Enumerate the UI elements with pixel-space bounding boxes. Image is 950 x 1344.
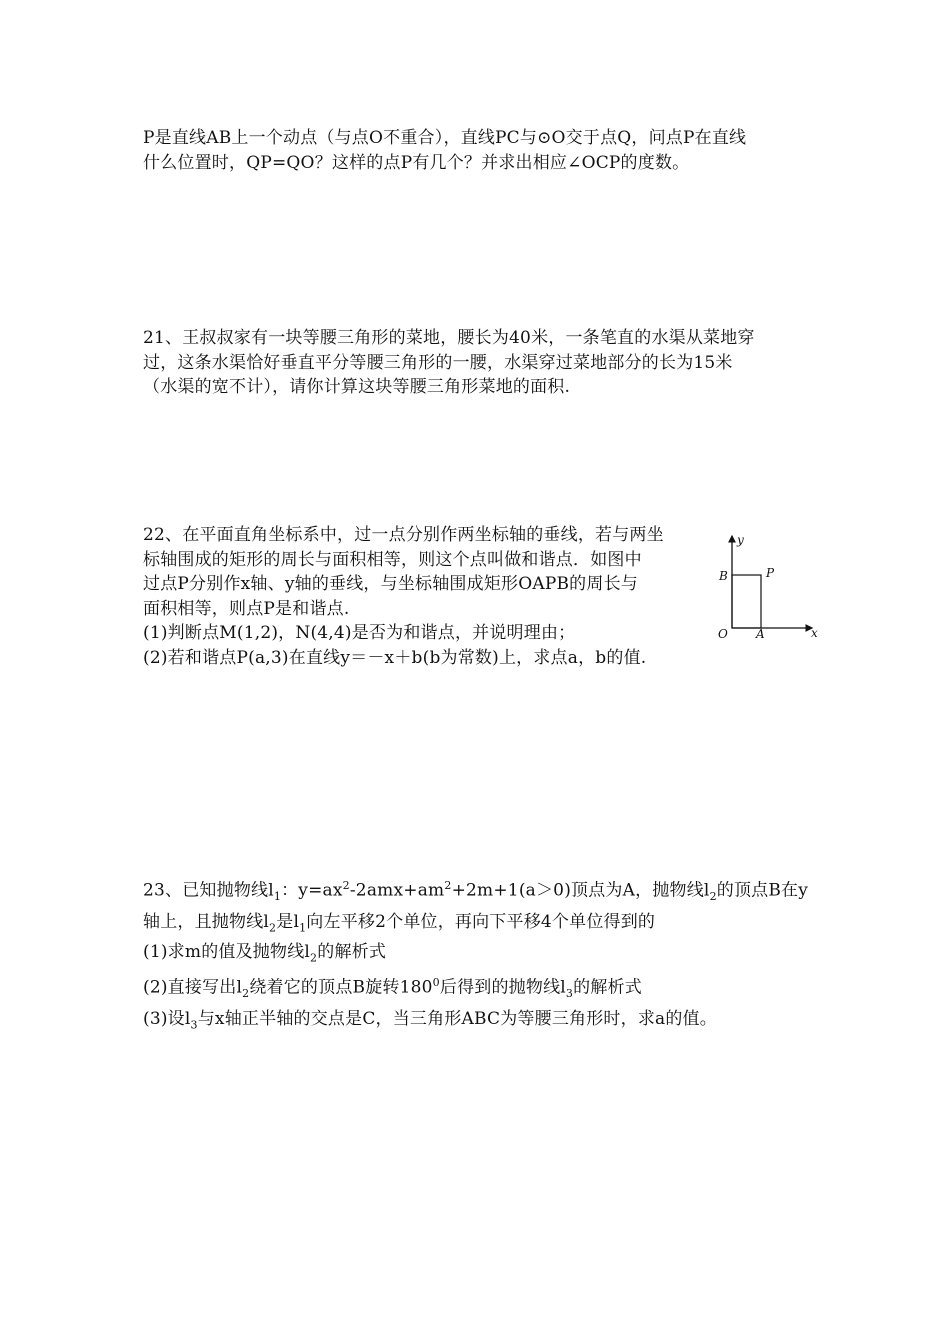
q23-line-2: 轴上，且抛物线$l_2$是$l_1$向左平移2个单位，再向下平移4个单位得到的 [143,911,656,934]
q23-subquestion-1: (1)求m的值及抛物线$l_2$的解析式 [143,942,387,965]
q22-subquestion-2: (2)若和谐点P(a,3)在直线y＝－x＋b(b为常数)上，求点a，b的值. [143,647,647,668]
q20-line-2: 什么位置时，QP=QO？这样的点P有几个？并求出相应∠OCP的度数。 [143,152,690,173]
label-y: y [737,533,744,547]
q23-line-1: 23、已知抛物线$l_1$：$y=ax^2-2amx+am^2+2m+1(a>0)$顶点为A，抛物线$l_2$的顶点B在y [143,879,809,904]
q22-subquestion-1: (1)判断点M(1,2)，N(4,4)是否为和谐点，并说明理由； [143,623,576,643]
question-21 [143,326,755,400]
q23-subquestion-3: (3)设$l_3$与x轴正半轴的交点是C，当三角形ABC为等腰三角形时，求a的值。 [143,1008,717,1032]
q22-line-3: 过点P分别作x轴、y轴的垂线，与坐标轴围成矩形OAPB的周长与 [143,574,638,594]
question-22 [143,523,664,670]
q21-line-3: （水渠的宽不计），请你计算这块等腰三角形菜地的面积. [143,377,571,397]
q21-line-2: 过，这条水渠恰好垂直平分等腰三角形的一腰，水渠穿过菜地部分的长为15米 [143,352,733,373]
label-x: x [811,626,818,640]
question-23 [143,874,808,1038]
question-20-continued [143,126,746,175]
coordinate-figure [712,530,824,642]
q22-line-4: 面积相等，则点P是和谐点. [143,598,350,619]
q22-line-1: 22、在平面直角坐标系中，过一点分别作两坐标轴的垂线，若与两坐 [143,525,664,545]
label-o: O [718,627,728,641]
q23-subquestion-2: (2)直接写出$l_2$绕着它的顶点B旋转$180^0$后得到的抛物线$l_3$的解析式 [143,976,642,1001]
coordinate-figure-svg [712,530,824,642]
q20-line-1: P是直线AB上一个动点（与点O不重合），直线PC与⊙O交于点Q，问点P在直线 [143,128,747,148]
q21-line-1: 21、王叔叔家有一块等腰三角形的菜地，腰长为40米，一条笔直的水渠从菜地穿 [143,328,755,348]
label-p: P [766,566,775,580]
label-a: A [756,627,765,641]
label-b: B [719,569,728,583]
rectangle-oapb [732,575,761,628]
q22-line-2: 标轴围成的矩形的周长与面积相等，则这个点叫做和谐点．如图中 [143,549,642,570]
